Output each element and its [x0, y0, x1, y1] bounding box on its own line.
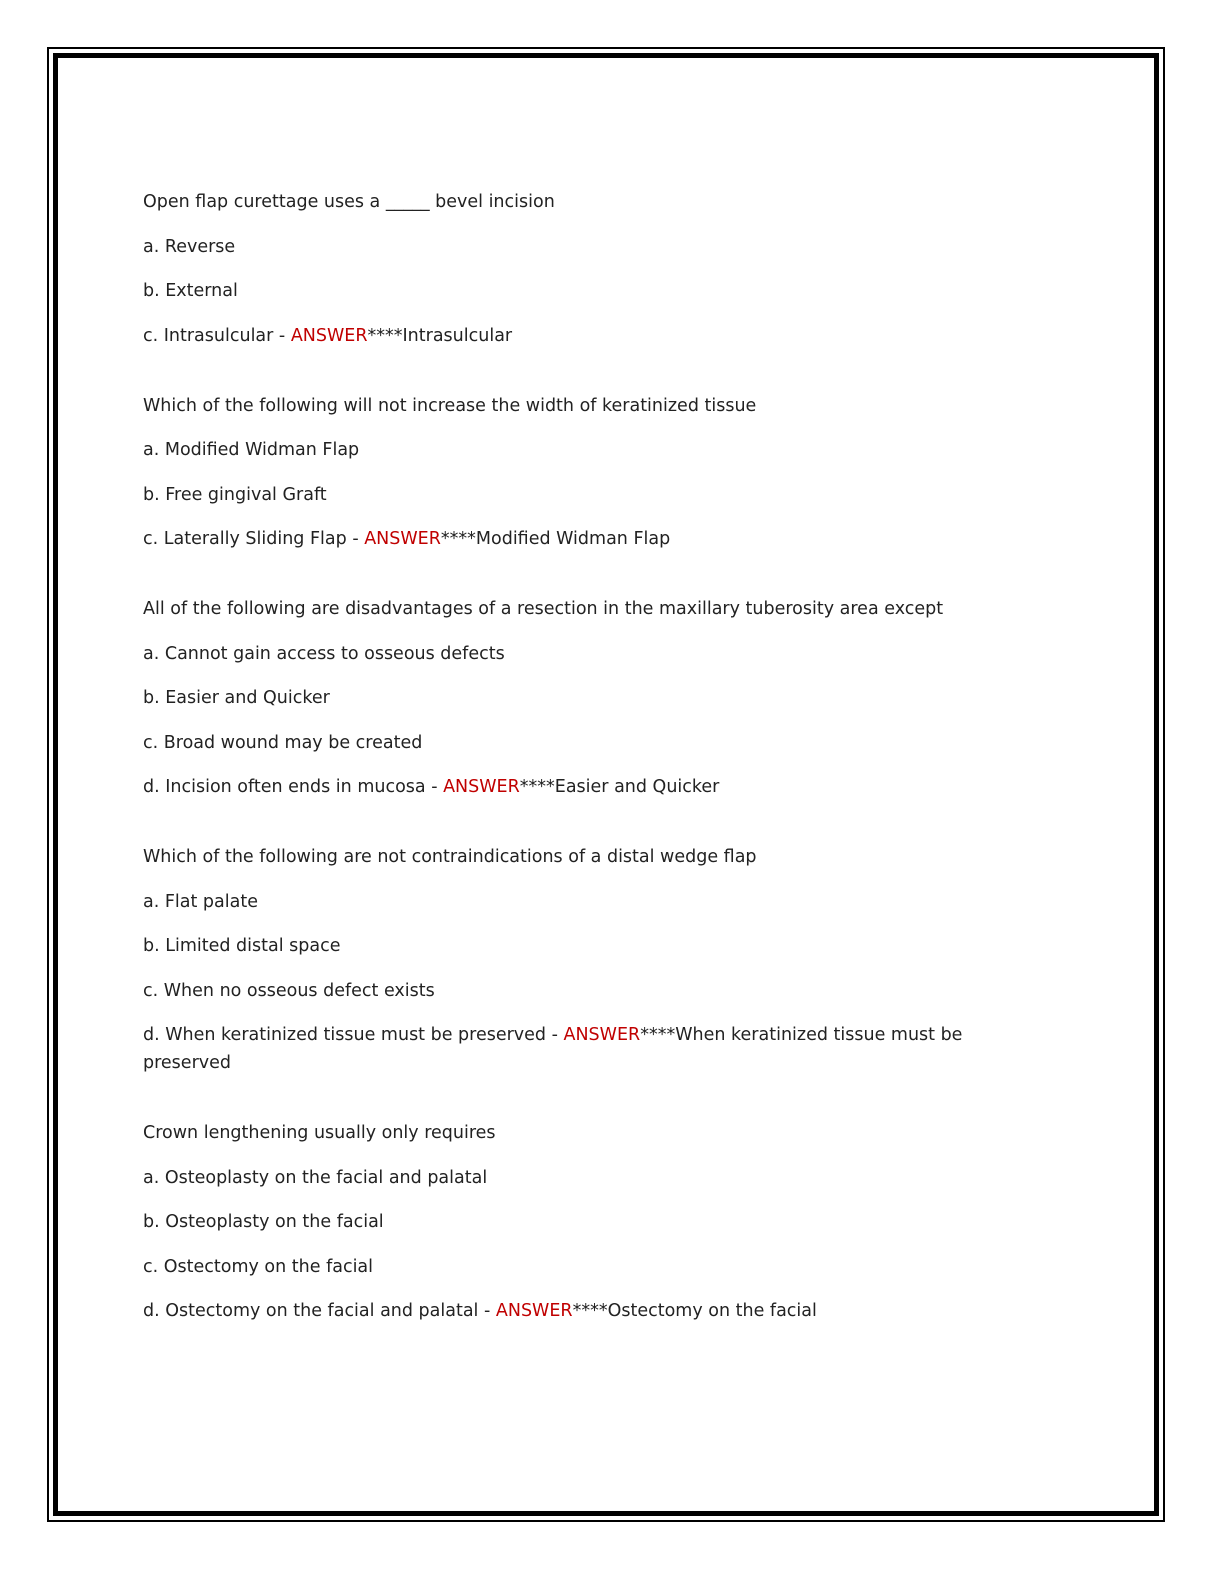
answer-separator: - [425, 777, 444, 797]
answer-separator: - [346, 529, 365, 549]
answer-option-text: d. Incision often ends in mucosa [143, 777, 426, 797]
question-3 [143, 595, 1003, 801]
answer-option-with-key [143, 322, 1003, 350]
question-5 [143, 1119, 1003, 1325]
answer-option: b. Limited distal space [143, 936, 341, 956]
answer-option: c. Broad wound may be created [143, 732, 423, 753]
answer-option-with-key [143, 1021, 1003, 1077]
answer-option: c. Ostectomy on the facial [143, 1256, 374, 1277]
correct-answer: Modified Widman Flap [475, 529, 671, 549]
answer-label: ANSWER [563, 1025, 641, 1045]
question-stem: Which of the following are not contraindications of a distal wedge flap [143, 847, 757, 867]
answer-option: a. Modified Widman Flap [143, 440, 360, 460]
question-stem: Open flap curettage uses a _____ bevel incision [143, 192, 555, 212]
answer-marker: **** [572, 1301, 608, 1321]
correct-answer: Intrasulcular [402, 325, 513, 346]
correct-answer: When keratinized tissue must be preserved [143, 1025, 963, 1073]
answer-marker: **** [367, 325, 403, 346]
answer-label: ANSWER [364, 529, 441, 549]
answer-option: a. Osteoplasty on the facial and palatal [143, 1167, 488, 1188]
correct-answer: Easier and Quicker [554, 777, 720, 797]
answer-option: b. Osteoplasty on the facial [143, 1212, 384, 1232]
answer-option-text: c. Intrasulcular [143, 325, 274, 346]
quiz-content [143, 188, 1003, 1367]
answer-option-text: c. Laterally Sliding Flap [143, 529, 347, 549]
answer-option: a. Reverse [143, 236, 236, 257]
answer-separator: - [273, 325, 291, 346]
question-stem: All of the following are disadvantages of a resection in the maxillary tuberosity area except [143, 599, 944, 619]
answer-option: b. External [143, 281, 238, 301]
answer-option-text: d. Ostectomy on the facial and palatal [143, 1301, 479, 1321]
answer-marker: **** [640, 1025, 676, 1045]
answer-option-with-key [143, 1297, 1003, 1325]
correct-answer: Ostectomy on the facial [607, 1301, 817, 1321]
question-stem: Which of the following will not increase the width of keratinized tissue [143, 395, 757, 416]
answer-option-with-key [143, 525, 1003, 553]
answer-label: ANSWER [495, 1301, 573, 1321]
answer-separator: - [546, 1025, 564, 1045]
answer-option: b. Free gingival Graft [143, 484, 327, 505]
answer-option: b. Easier and Quicker [143, 688, 330, 708]
answer-marker: **** [519, 777, 555, 797]
answer-option: a. Cannot gain access to osseous defects [143, 643, 505, 664]
question-1 [143, 188, 1003, 350]
answer-label: ANSWER [290, 325, 368, 346]
answer-option: c. When no osseous defect exists [143, 980, 435, 1001]
question-2 [143, 392, 1003, 554]
answer-separator: - [478, 1301, 496, 1321]
answer-option-with-key [143, 773, 1003, 801]
answer-option-text: d. When keratinized tissue must be preserved [143, 1025, 547, 1045]
question-4 [143, 843, 1003, 1077]
answer-marker: **** [440, 529, 476, 549]
question-stem: Crown lengthening usually only requires [143, 1123, 496, 1143]
answer-label: ANSWER [443, 777, 520, 797]
answer-option: a. Flat palate [143, 891, 258, 912]
